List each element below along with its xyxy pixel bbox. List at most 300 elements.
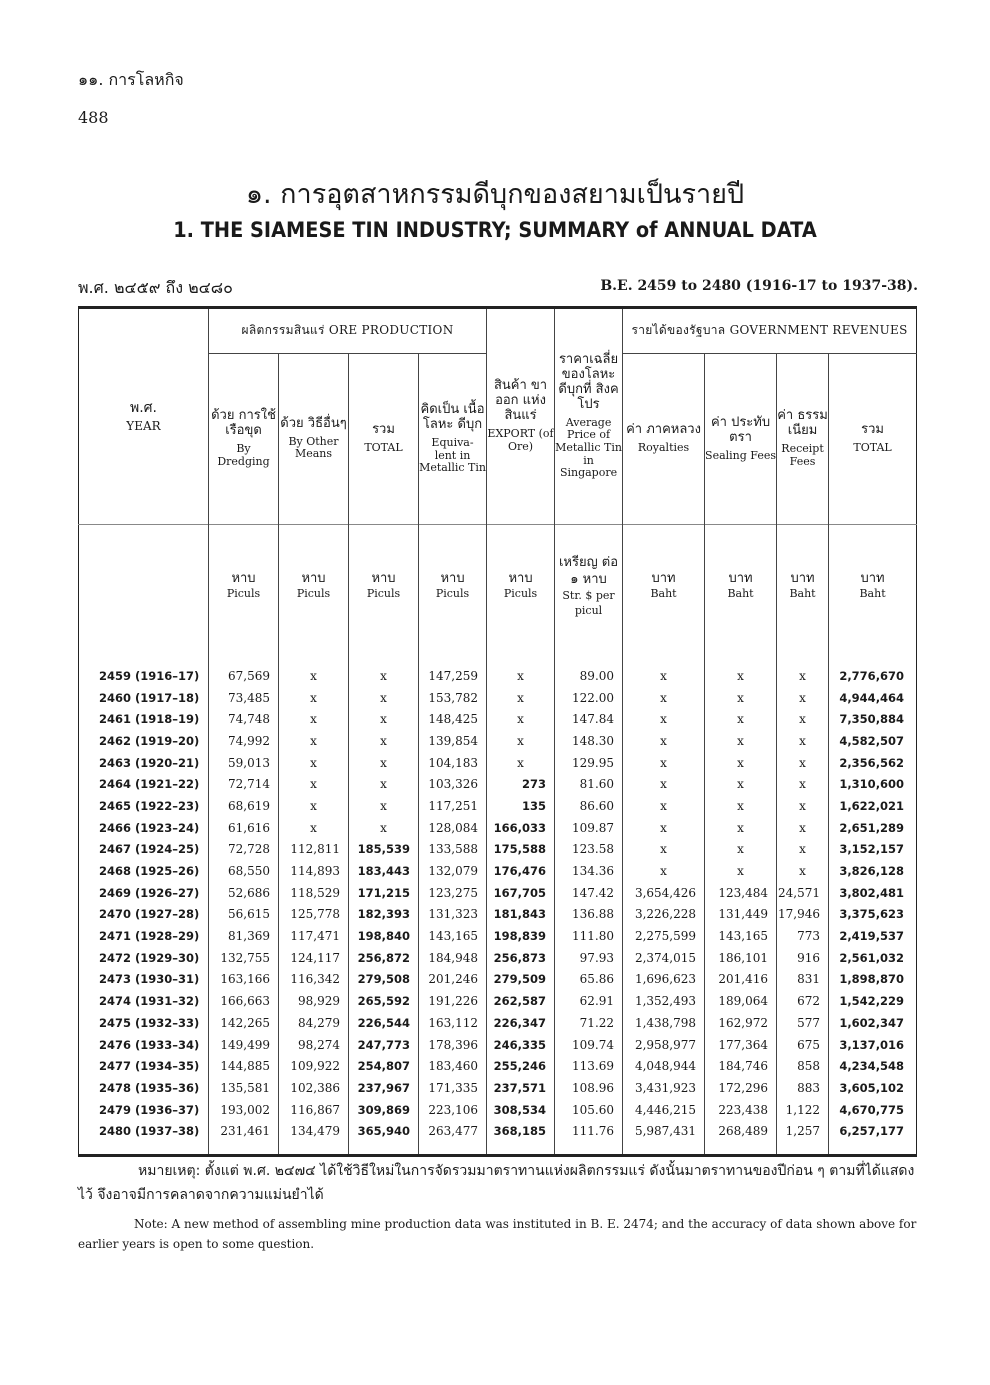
table-cell: 368,185	[487, 1120, 555, 1142]
table-cell: x	[487, 687, 555, 709]
section-label: ๑๑. การโลหกิจ	[78, 70, 184, 89]
table-cell: x	[705, 730, 777, 752]
tin-industry-table	[78, 306, 916, 1148]
year-cell: 2468 (1925–26)	[99, 864, 200, 879]
table-cell: x	[623, 773, 705, 795]
table-cell: x	[705, 795, 777, 817]
unit-thai: หาบ	[301, 570, 326, 586]
header-royalties-thai: ค่า ภาคหลวง	[626, 422, 701, 438]
table-cell: 117,471	[279, 925, 349, 947]
table-cell: 122.00	[555, 687, 623, 709]
table-cell: x	[777, 730, 829, 752]
table-cell: 148.30	[555, 730, 623, 752]
year-cell: 2480 (1937–38)	[99, 1124, 200, 1139]
table-cell: 123,484	[705, 882, 777, 904]
table-cell: 268,489	[705, 1120, 777, 1142]
table-cell: 59,013	[209, 752, 279, 774]
table-cell: 255,246	[487, 1055, 555, 1077]
unit-english: Baht	[650, 587, 677, 601]
table-cell: 4,446,215	[623, 1099, 705, 1121]
unit-cell	[829, 525, 917, 648]
table-cell: x	[705, 665, 777, 687]
table-cell: x	[777, 708, 829, 730]
table-cell: x	[777, 795, 829, 817]
table-cell: 118,529	[279, 882, 349, 904]
table-cell: 2,419,537	[829, 925, 917, 947]
table-cell: 3,654,426	[623, 882, 705, 904]
table-cell: 147.84	[555, 708, 623, 730]
table-cell: x	[705, 860, 777, 882]
unit-english: Piculs	[366, 587, 401, 601]
table-cell: 144,885	[209, 1055, 279, 1077]
table-row	[79, 708, 917, 730]
table-cell: 183,443	[349, 860, 419, 882]
spacer-row	[79, 647, 917, 665]
header-receipt-fees	[777, 354, 829, 525]
table-cell: 4,048,944	[623, 1055, 705, 1077]
table-cell: 2,561,032	[829, 947, 917, 969]
table-cell: 256,873	[487, 947, 555, 969]
page-title-english: 1. THE SIAMESE TIN INDUSTRY; SUMMARY of ANNUAL DATA	[173, 218, 817, 242]
note-english-text: A new method of assembling mine production data was instituted in B. E. 2474; and the accuracy of data shown above for earlier years is open to some question.	[78, 1217, 917, 1252]
table-cell: 67,569	[209, 665, 279, 687]
table-cell: 148,425	[419, 708, 487, 730]
note-thai	[78, 1160, 918, 1208]
table-row	[79, 969, 917, 991]
table-cell: x	[487, 665, 555, 687]
table-cell: 3,375,623	[829, 904, 917, 926]
table-cell: 178,396	[419, 1034, 487, 1056]
table-cell: x	[705, 773, 777, 795]
table-cell: 72,714	[209, 773, 279, 795]
table-cell: x	[623, 817, 705, 839]
table-cell: x	[279, 817, 349, 839]
table-cell: x	[349, 752, 419, 774]
unit-thai: หาบ	[371, 570, 396, 586]
header-export-english: EXPORT (of Ore)	[487, 427, 554, 453]
table-row	[79, 795, 917, 817]
table-cell: 109,922	[279, 1055, 349, 1077]
unit-thai: บาท	[790, 570, 815, 586]
year-cell: 2472 (1929–30)	[99, 950, 200, 965]
unit-english: Str. $ per picul	[562, 588, 615, 617]
table-cell: x	[279, 730, 349, 752]
year-cell: 2462 (1919–20)	[99, 733, 200, 748]
table-cell: x	[349, 665, 419, 687]
table-cell: 1,696,623	[623, 969, 705, 991]
table-cell: 166,033	[487, 817, 555, 839]
table-cell: 134.36	[555, 860, 623, 882]
header-year-thai: พ.ศ.	[129, 399, 157, 416]
table-row	[79, 687, 917, 709]
table-cell: 172,296	[705, 1077, 777, 1099]
header-ore-total-english: TOTAL	[364, 441, 403, 455]
header-receipt-fees-thai: ค่า ธรรม เนียม	[777, 408, 828, 439]
header-revenue-total-english: TOTAL	[853, 441, 892, 455]
table-cell: 231,461	[209, 1120, 279, 1142]
table-cell: 201,416	[705, 969, 777, 991]
table-cell: 193,002	[209, 1099, 279, 1121]
table-row	[79, 1012, 917, 1034]
header-year	[79, 308, 209, 525]
table-cell: 2,374,015	[623, 947, 705, 969]
table-cell: x	[623, 687, 705, 709]
table-cell: 1,310,600	[829, 773, 917, 795]
table-cell: 74,992	[209, 730, 279, 752]
table-cell: 6,257,177	[829, 1120, 917, 1142]
table-cell: 858	[777, 1055, 829, 1077]
header-dredging-thai: ด้วย การใช้ เรือขุด	[211, 408, 276, 439]
unit-cell	[623, 525, 705, 648]
header-receipt-fees-english: Receipt Fees	[781, 442, 824, 468]
unit-thai: บาท	[651, 570, 676, 586]
table-cell: 256,872	[349, 947, 419, 969]
table-cell: 184,746	[705, 1055, 777, 1077]
unit-cell	[79, 525, 209, 648]
unit-english: Piculs	[435, 587, 470, 601]
table-cell: x	[623, 708, 705, 730]
header-dredging-english: By Dredging	[217, 442, 270, 468]
table-cell: 2,275,599	[623, 925, 705, 947]
table-cell: 223,106	[419, 1099, 487, 1121]
table-cell: 186,101	[705, 947, 777, 969]
table-cell: 254,807	[349, 1055, 419, 1077]
table-row	[79, 925, 917, 947]
table-cell: 273	[487, 773, 555, 795]
table-cell: x	[777, 839, 829, 861]
header-year-english: YEAR	[126, 418, 161, 433]
table-cell: 171,335	[419, 1077, 487, 1099]
table-cell: x	[705, 839, 777, 861]
table-cell: 114,893	[279, 860, 349, 882]
header-revenue-total-thai: รวม	[861, 422, 884, 438]
header-metallic-tin	[419, 354, 487, 525]
table-cell: x	[279, 708, 349, 730]
table-cell: 3,802,481	[829, 882, 917, 904]
table-cell: 102,386	[279, 1077, 349, 1099]
unit-english: Baht	[859, 587, 886, 601]
table-cell: 672	[777, 990, 829, 1012]
unit-cell	[209, 525, 279, 648]
table-cell: 123.58	[555, 839, 623, 861]
table-cell: x	[623, 795, 705, 817]
table-cell: 365,940	[349, 1120, 419, 1142]
table-cell: 98,274	[279, 1034, 349, 1056]
table-row	[79, 665, 917, 687]
unit-cell	[349, 525, 419, 648]
note-thai-text: ตั้งแต่ พ.ศ. ๒๔๗๔ ได้ใช้วิธีใหม่ในการจัดรวมมาตราทานแห่งผลิตกรรมแร่ ดังนั้นมาตราทานของปีก่อน ๆ ตามที่ได้แสดงไว้ จึงอาจมีการคลาดจากความแม่นยำได้	[78, 1163, 915, 1203]
table-cell: 68,619	[209, 795, 279, 817]
header-export-thai: สินค้า ขาออก แห่ง สินแร่	[493, 378, 548, 424]
units-row	[79, 525, 917, 648]
table-cell: x	[349, 730, 419, 752]
table-cell: 135,581	[209, 1077, 279, 1099]
unit-cell	[705, 525, 777, 648]
table-row	[79, 1077, 917, 1099]
table-row	[79, 947, 917, 969]
table-cell: 73,485	[209, 687, 279, 709]
table-cell: 3,605,102	[829, 1077, 917, 1099]
table-cell: x	[487, 708, 555, 730]
header-ore-total	[349, 354, 419, 525]
table-cell: 916	[777, 947, 829, 969]
table-cell: 116,342	[279, 969, 349, 991]
table-cell: x	[705, 708, 777, 730]
table-cell: 135	[487, 795, 555, 817]
table-cell: 191,226	[419, 990, 487, 1012]
table-cell: 883	[777, 1077, 829, 1099]
unit-cell	[419, 525, 487, 648]
table-cell: x	[279, 687, 349, 709]
table-cell: 143,165	[705, 925, 777, 947]
header-other-means-english: By Other Means	[288, 434, 339, 461]
table-cell: 86.60	[555, 795, 623, 817]
table-cell: 134,479	[279, 1120, 349, 1142]
table-cell: x	[487, 752, 555, 774]
table-cell: x	[777, 687, 829, 709]
table-cell: x	[623, 730, 705, 752]
table-cell: x	[705, 817, 777, 839]
table-cell: 4,582,507	[829, 730, 917, 752]
table-cell: 308,534	[487, 1099, 555, 1121]
table-row	[79, 773, 917, 795]
table-cell: 247,773	[349, 1034, 419, 1056]
year-cell: 2474 (1931–32)	[99, 994, 200, 1009]
table-cell: x	[623, 752, 705, 774]
table-cell: x	[777, 817, 829, 839]
year-cell: 2471 (1928–29)	[99, 929, 200, 944]
table-row	[79, 730, 917, 752]
unit-english: Baht	[789, 587, 816, 601]
unit-thai: หาบ	[508, 570, 533, 586]
table-row	[79, 752, 917, 774]
table-cell: 4,670,775	[829, 1099, 917, 1121]
table-cell: 3,826,128	[829, 860, 917, 882]
table-cell: 177,364	[705, 1034, 777, 1056]
table-cell: 167,705	[487, 882, 555, 904]
table-cell: 2,958,977	[623, 1034, 705, 1056]
page-number: 488	[78, 108, 109, 127]
table-cell: 182,393	[349, 904, 419, 926]
table-cell: 124,117	[279, 947, 349, 969]
table-cell: 226,544	[349, 1012, 419, 1034]
table-cell: 74,748	[209, 708, 279, 730]
table-cell: 104,183	[419, 752, 487, 774]
year-cell: 2479 (1936–37)	[99, 1102, 200, 1117]
table-cell: x	[349, 687, 419, 709]
table-cell: x	[623, 839, 705, 861]
data-table	[78, 306, 917, 1157]
header-other-means-thai: ด้วย วิธีอื่นๆ	[280, 415, 347, 431]
year-cell: 2461 (1918–19)	[99, 712, 200, 727]
table-cell: 68,550	[209, 860, 279, 882]
table-row	[79, 1120, 917, 1142]
header-revenue-total	[829, 354, 917, 525]
header-average-price-thai: ราคาเฉลี่ย ของโลหะ ดีบุกที่ สิงคโปร	[558, 352, 619, 412]
year-cell: 2463 (1920–21)	[99, 755, 200, 770]
table-cell: 1,257	[777, 1120, 829, 1142]
table-cell: 111.76	[555, 1120, 623, 1142]
table-cell: 237,967	[349, 1077, 419, 1099]
table-row	[79, 860, 917, 882]
unit-english: Piculs	[503, 587, 538, 601]
table-cell: x	[279, 773, 349, 795]
table-cell: 3,431,923	[623, 1077, 705, 1099]
table-cell: 24,571	[777, 882, 829, 904]
unit-english: Piculs	[226, 587, 261, 601]
table-cell: 675	[777, 1034, 829, 1056]
table-cell: 131,323	[419, 904, 487, 926]
table-cell: 1,438,798	[623, 1012, 705, 1034]
table-cell: 2,651,289	[829, 817, 917, 839]
unit-cell	[279, 525, 349, 648]
header-average-price	[555, 308, 623, 525]
year-cell: 2470 (1927–28)	[99, 907, 200, 922]
table-cell: 116,867	[279, 1099, 349, 1121]
unit-english: Baht	[727, 587, 754, 601]
table-cell: 1,602,347	[829, 1012, 917, 1034]
table-row	[79, 839, 917, 861]
table-cell: 81.60	[555, 773, 623, 795]
table-cell: 1,352,493	[623, 990, 705, 1012]
table-cell: 113.69	[555, 1055, 623, 1077]
header-other-means	[279, 354, 349, 525]
table-cell: x	[623, 860, 705, 882]
table-cell: 133,588	[419, 839, 487, 861]
year-cell: 2478 (1935–36)	[99, 1080, 200, 1095]
table-cell: 166,663	[209, 990, 279, 1012]
table-row	[79, 817, 917, 839]
table-cell: x	[349, 795, 419, 817]
table-cell: x	[487, 730, 555, 752]
table-row	[79, 882, 917, 904]
table-cell: x	[777, 773, 829, 795]
header-dredging	[209, 354, 279, 525]
header-ore-total-thai: รวม	[372, 422, 395, 438]
table-cell: 7,350,884	[829, 708, 917, 730]
table-cell: 4,234,548	[829, 1055, 917, 1077]
table-cell: 103,326	[419, 773, 487, 795]
table-cell: 265,592	[349, 990, 419, 1012]
table-cell: 201,246	[419, 969, 487, 991]
table-cell: 111.80	[555, 925, 623, 947]
table-cell: 198,839	[487, 925, 555, 947]
table-cell: x	[777, 752, 829, 774]
table-cell: 279,509	[487, 969, 555, 991]
header-export	[487, 308, 555, 525]
table-row	[79, 904, 917, 926]
table-row	[79, 1055, 917, 1077]
table-cell: 309,869	[349, 1099, 419, 1121]
header-royalties	[623, 354, 705, 525]
table-cell: 109.87	[555, 817, 623, 839]
table-cell: 3,152,157	[829, 839, 917, 861]
table-cell: 1,898,870	[829, 969, 917, 991]
unit-thai: หาบ	[231, 570, 256, 586]
table-cell: 61,616	[209, 817, 279, 839]
table-cell: 81,369	[209, 925, 279, 947]
table-cell: 1,542,229	[829, 990, 917, 1012]
table-cell: 5,987,431	[623, 1120, 705, 1142]
table-cell: 56,615	[209, 904, 279, 926]
table-cell: 97.93	[555, 947, 623, 969]
year-cell: 2476 (1933–34)	[99, 1037, 200, 1052]
note-english-label: Note:	[134, 1217, 168, 1231]
table-cell: 3,226,228	[623, 904, 705, 926]
table-cell: 279,508	[349, 969, 419, 991]
table-cell: 577	[777, 1012, 829, 1034]
year-cell: 2467 (1924–25)	[99, 842, 200, 857]
table-cell: x	[349, 817, 419, 839]
unit-thai: หาบ	[440, 570, 465, 586]
table-cell: 17,946	[777, 904, 829, 926]
table-cell: x	[349, 773, 419, 795]
bottom-fill-row	[79, 1142, 917, 1156]
table-cell: x	[777, 665, 829, 687]
table-cell: 263,477	[419, 1120, 487, 1142]
unit-english: Piculs	[296, 587, 331, 601]
table-cell: 2,776,670	[829, 665, 917, 687]
table-cell: 62.91	[555, 990, 623, 1012]
table-cell: x	[705, 687, 777, 709]
group-ore-production: ผลิตกรรมสินแร่ ORE PRODUCTION	[209, 308, 487, 354]
page-title-thai: ๑. การอุตสาหกรรมดีบุกของสยามเป็นรายปี	[245, 179, 745, 210]
table-cell: 1,622,021	[829, 795, 917, 817]
table-cell: 108.96	[555, 1077, 623, 1099]
table-cell: 189,064	[705, 990, 777, 1012]
table-cell: 52,686	[209, 882, 279, 904]
table-cell: x	[777, 860, 829, 882]
table-cell: 171,215	[349, 882, 419, 904]
table-cell: 226,347	[487, 1012, 555, 1034]
table-cell: 149,499	[209, 1034, 279, 1056]
header-sealing-fees-english: Sealing Fees	[705, 448, 777, 462]
table-cell: 131,449	[705, 904, 777, 926]
table-cell: 246,335	[487, 1034, 555, 1056]
year-cell: 2475 (1932–33)	[99, 1015, 200, 1030]
table-cell: x	[279, 665, 349, 687]
table-cell: 3,137,016	[829, 1034, 917, 1056]
header-metallic-tin-thai: คิดเป็น เนื้อโลหะ ดีบุก	[420, 402, 485, 433]
table-cell: 132,755	[209, 947, 279, 969]
table-cell: 163,166	[209, 969, 279, 991]
table-cell: 831	[777, 969, 829, 991]
table-cell: 147,259	[419, 665, 487, 687]
table-cell: 147.42	[555, 882, 623, 904]
unit-thai: บาท	[728, 570, 753, 586]
table-cell: 223,438	[705, 1099, 777, 1121]
year-cell: 2460 (1917–18)	[99, 690, 200, 705]
year-cell: 2459 (1916–17)	[99, 668, 200, 683]
header-sealing-fees-thai: ค่า ประทับ ตรา	[710, 414, 771, 445]
note-thai-label: หมายเหตุ:	[138, 1163, 201, 1179]
table-cell: 1,122	[777, 1099, 829, 1121]
table-cell: 143,165	[419, 925, 487, 947]
unit-thai: บาท	[860, 570, 885, 586]
table-cell: 128,084	[419, 817, 487, 839]
year-cell: 2469 (1926–27)	[99, 885, 200, 900]
table-cell: 89.00	[555, 665, 623, 687]
table-cell: x	[705, 752, 777, 774]
table-cell: 125,778	[279, 904, 349, 926]
table-cell: 773	[777, 925, 829, 947]
table-row	[79, 1034, 917, 1056]
table-cell: x	[279, 795, 349, 817]
unit-cell	[777, 525, 829, 648]
table-row	[79, 1099, 917, 1121]
year-cell: 2477 (1934–35)	[99, 1059, 200, 1074]
table-cell: 184,948	[419, 947, 487, 969]
